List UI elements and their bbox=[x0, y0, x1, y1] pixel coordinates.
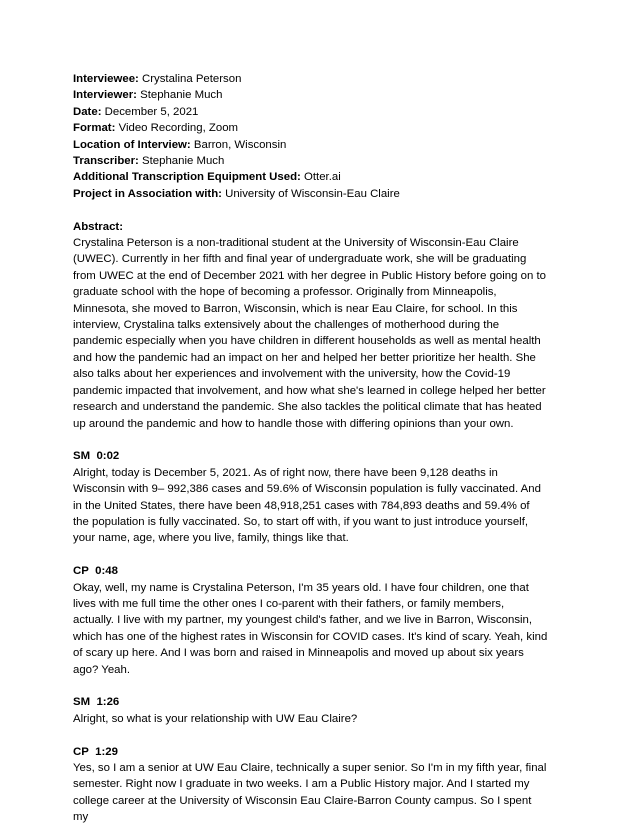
meta-label: Interviewee: bbox=[73, 73, 139, 85]
meta-label: Location of Interview: bbox=[73, 138, 191, 151]
speaker-line bbox=[73, 448, 548, 464]
meta-format bbox=[73, 120, 548, 136]
meta-label: Transcriber: bbox=[73, 155, 139, 168]
meta-label: Format: bbox=[73, 122, 116, 135]
meta-label: Date: bbox=[73, 105, 102, 118]
meta-value: Otter.ai bbox=[304, 171, 341, 184]
meta-label: Additional Transcription Equipment Used: bbox=[73, 171, 301, 184]
meta-value: University of Wisconsin-Eau Claire bbox=[225, 187, 400, 200]
meta-value: Stephanie Much bbox=[142, 155, 225, 168]
entry-text: Alright, so what is your relationship with UW Eau Claire? bbox=[73, 712, 358, 725]
meta-date bbox=[73, 104, 548, 120]
meta-value: Crystalina Peterson bbox=[142, 73, 242, 85]
entry-text: Okay, well, my name is Crystalina Peterson, I'm 35 years old. I have four children, one that lives with me full time the other ones I co-parent with their fathers, or family members, actually. I live with my partner, my youngest child's father, and we live in Barron, Wisconsin, which has one of the highest rates in Wisconsin for COVID cases. It's kind of scary. Yeah, kind of scary up here. And I was born and raised in Minneapolis and moved up about six years ago? Yeah. bbox=[73, 581, 548, 676]
speaker-initials: CP bbox=[73, 565, 89, 578]
meta-value: Stephanie Much bbox=[140, 89, 223, 102]
entry-text: Yes, so I am a senior at UW Eau Claire, technically a super senior. So I'm in my fifth year, final semester. Right now I graduate in two weeks. I am a Public History major. And I started my college career at the University of Wisconsin Eau Claire-Barron County campus. So I spent my bbox=[73, 761, 547, 824]
entry-text: Alright, today is December 5, 2021. As of right now, there have been 9,128 deaths in Wisconsin with 9– 992,386 cases and 59.6% of Wisconsin population is fully vaccinated. And in the United States, there have been 48,918,251 cases with 784,893 deaths and 59.4% of the population is fully vaccinated. So, to start off with, if you want to just introduce yourself, your name, age, where you live, family, things like that. bbox=[73, 466, 541, 545]
interview-metadata bbox=[73, 71, 548, 202]
speaker-line bbox=[73, 694, 548, 710]
meta-value: December 5, 2021 bbox=[104, 105, 199, 118]
transcript-entry bbox=[73, 448, 548, 546]
speaker-line bbox=[73, 563, 548, 579]
meta-value: Video Recording, Zoom bbox=[118, 122, 239, 135]
abstract-text: Crystalina Peterson is a non-traditional student at the University of Wisconsin-Eau Claire (UWEC). Currently in her fifth and final year of undergraduate work, she will be graduating from UWEC at the end of December 2021 with her degree in Public History before going on to graduate school with the hope of becoming a professor. Originally from Minneapolis, Minnesota, she moved to Barron, Wisconsin, which is near Eau Claire, for school. In this interview, Crystalina talks extensively about the challenges of motherhood during the pandemic especially when you have children in different households as well as mental health and how the pandemic had an impact on her and helped her better prioritize her health. She also talks about her experiences and involvement with the university, how the Covid-19 pandemic impacted that involvement, and how what she's learned in college helped her better research and understand the pandemic. She also tackles the political climate that has heated up around the pandemic and how to handle those with differing opinions than your own. bbox=[73, 237, 546, 430]
timestamp: 1:26 bbox=[96, 696, 120, 709]
timestamp: 0:48 bbox=[95, 565, 118, 578]
speaker-line bbox=[73, 744, 548, 760]
abstract-section bbox=[73, 219, 548, 432]
meta-interviewer bbox=[73, 87, 548, 103]
speaker-initials: CP bbox=[73, 745, 89, 758]
speaker-initials: SM bbox=[73, 696, 91, 709]
meta-equipment bbox=[73, 169, 548, 185]
transcript-entry bbox=[73, 694, 548, 727]
meta-location bbox=[73, 137, 548, 153]
meta-interviewee bbox=[73, 71, 548, 87]
speaker-initials: SM bbox=[73, 450, 91, 463]
meta-label: Project in Association with: bbox=[73, 187, 222, 200]
meta-transcriber bbox=[73, 153, 548, 169]
meta-label: Interviewer: bbox=[73, 89, 137, 102]
transcript-entry bbox=[73, 744, 548, 826]
meta-value: Barron, Wisconsin bbox=[193, 138, 287, 151]
timestamp: 0:02 bbox=[96, 450, 120, 463]
meta-project bbox=[73, 186, 548, 202]
abstract-heading: Abstract: bbox=[73, 220, 124, 233]
timestamp: 1:29 bbox=[95, 745, 118, 758]
transcript-entry bbox=[73, 563, 548, 678]
